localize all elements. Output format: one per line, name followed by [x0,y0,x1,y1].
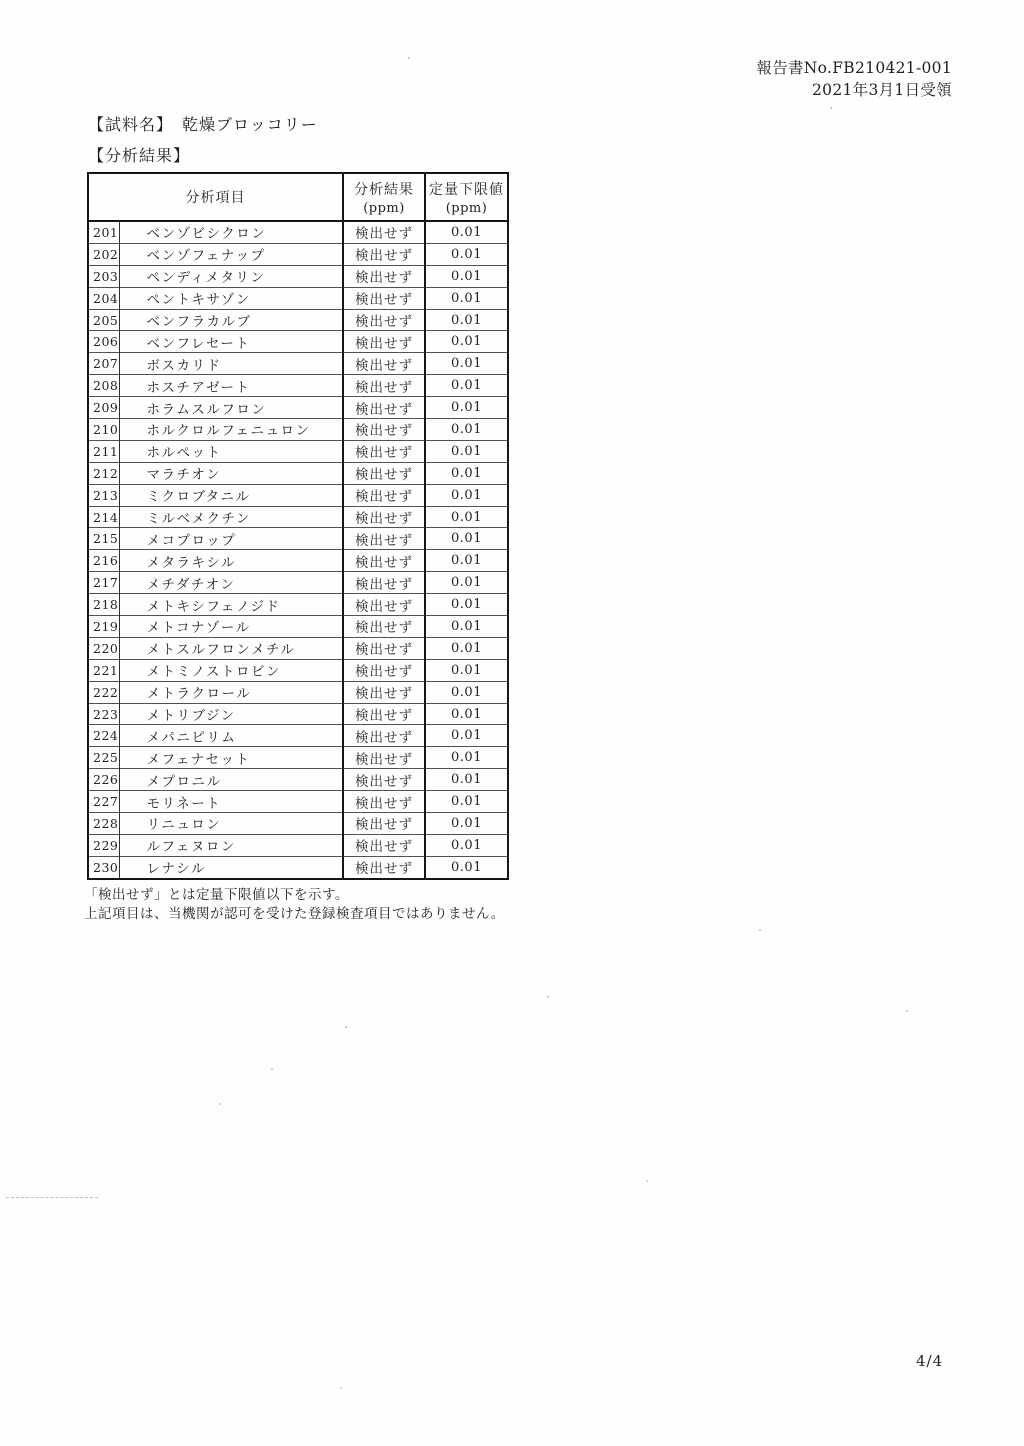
limit-value: 0.01 [425,725,508,747]
result-value: 検出せず [343,834,425,856]
item-name: ベンゾビシクロン [119,221,343,243]
item-name: ホルペット [119,440,343,462]
item-name: メトミノストロビン [119,659,343,681]
result-value: 検出せず [343,309,425,331]
table-row [88,462,508,484]
item-number: 229 [88,834,119,856]
table-row [88,594,508,616]
limit-value: 0.01 [425,572,508,594]
item-name: メプロニル [119,769,343,791]
footnotes [84,886,505,924]
result-value: 検出せず [343,681,425,703]
item-name: モリネート [119,791,343,813]
item-number: 222 [88,681,119,703]
limit-value: 0.01 [425,791,508,813]
item-number: 217 [88,572,119,594]
table-row [88,506,508,528]
result-value: 検出せず [343,440,425,462]
item-name: メチダチオン [119,572,343,594]
item-name: メトスルフロンメチル [119,637,343,659]
item-name: メトコナゾール [119,616,343,638]
result-value: 検出せず [343,484,425,506]
limit-value: 0.01 [425,265,508,287]
column-header-limit [425,173,508,221]
table-row [88,309,508,331]
result-value: 検出せず [343,616,425,638]
item-number: 207 [88,353,119,375]
result-value: 検出せず [343,506,425,528]
item-number: 225 [88,747,119,769]
item-number: 208 [88,375,119,397]
result-value: 検出せず [343,813,425,835]
item-name: メパニピリム [119,725,343,747]
column-header-item: 分析項目 [88,173,343,221]
item-number: 209 [88,397,119,419]
analysis-table-body [88,221,508,879]
limit-value: 0.01 [425,287,508,309]
item-number: 201 [88,221,119,243]
result-value: 検出せず [343,572,425,594]
item-number: 213 [88,484,119,506]
table-row [88,243,508,265]
column-header-result-label: 分析結果 [354,181,414,198]
table-row [88,287,508,309]
item-number: 223 [88,703,119,725]
result-value: 検出せず [343,331,425,353]
table-row [88,265,508,287]
result-value: 検出せず [343,243,425,265]
table-row [88,221,508,243]
result-value: 検出せず [343,528,425,550]
limit-value: 0.01 [425,440,508,462]
table-row [88,681,508,703]
table-row [88,331,508,353]
item-number: 206 [88,331,119,353]
item-number: 224 [88,725,119,747]
result-value: 検出せず [343,221,425,243]
result-value: 検出せず [343,747,425,769]
scan-artifact-specks [0,0,2,2]
footnote-line: 上記項目は、当機関が認可を受けた登録検査項目ではありません。 [84,905,505,922]
column-header-limit-unit: (ppm) [445,200,488,216]
column-header-limit-label: 定量下限値 [429,181,504,198]
limit-value: 0.01 [425,419,508,441]
item-number: 228 [88,813,119,835]
item-number: 218 [88,594,119,616]
column-header-result-unit: (ppm) [363,200,405,216]
limit-value: 0.01 [425,331,508,353]
limit-value: 0.01 [425,681,508,703]
table-row [88,484,508,506]
result-value: 検出せず [343,265,425,287]
table-row [88,834,508,856]
table-row [88,397,508,419]
limit-value: 0.01 [425,637,508,659]
item-name: ルフェヌロン [119,834,343,856]
item-name: リニュロン [119,813,343,835]
sample-name-line [88,112,318,135]
limit-value: 0.01 [425,550,508,572]
item-name: メタラキシル [119,550,343,572]
sample-name: 乾燥ブロッコリー [182,115,318,134]
limit-value: 0.01 [425,769,508,791]
item-name: ボスカリド [119,353,343,375]
report-number: 報告書No.FB210421-001 [756,59,952,77]
item-name: ペンディメタリン [119,265,343,287]
result-value: 検出せず [343,550,425,572]
result-value: 検出せず [343,462,425,484]
limit-value: 0.01 [425,353,508,375]
limit-value: 0.01 [425,703,508,725]
item-number: 205 [88,309,119,331]
item-name: ミルベメクチン [119,506,343,528]
table-row [88,725,508,747]
item-name: メトリブジン [119,703,343,725]
result-value: 検出せず [343,725,425,747]
result-value: 検出せず [343,594,425,616]
limit-value: 0.01 [425,594,508,616]
sample-label: 【試料名】 [88,115,174,134]
item-name: ホラムスルフロン [119,397,343,419]
table-row [88,353,508,375]
item-number: 210 [88,419,119,441]
table-row [88,572,508,594]
table-row [88,703,508,725]
table-row [88,637,508,659]
table-row [88,659,508,681]
item-name: ベンゾフェナップ [119,243,343,265]
limit-value: 0.01 [425,221,508,243]
limit-value: 0.01 [425,375,508,397]
result-value: 検出せず [343,287,425,309]
result-value: 検出せず [343,637,425,659]
table-row [88,769,508,791]
item-name: ホスチアゼート [119,375,343,397]
item-number: 202 [88,243,119,265]
item-name: メフェナセット [119,747,343,769]
limit-value: 0.01 [425,462,508,484]
item-number: 227 [88,791,119,813]
result-value: 検出せず [343,769,425,791]
report-meta [756,57,952,102]
item-name: メコプロップ [119,528,343,550]
item-number: 212 [88,462,119,484]
limit-value: 0.01 [425,856,508,878]
table-row [88,747,508,769]
table-row [88,856,508,878]
page-number: 4/4 [916,1352,944,1370]
item-number: 226 [88,769,119,791]
limit-value: 0.01 [425,616,508,638]
result-value: 検出せず [343,703,425,725]
analysis-table [87,172,509,880]
limit-value: 0.01 [425,528,508,550]
result-value: 検出せず [343,353,425,375]
table-row [88,528,508,550]
result-value: 検出せず [343,791,425,813]
limit-value: 0.01 [425,309,508,331]
item-name: ミクロブタニル [119,484,343,506]
table-row [88,419,508,441]
item-number: 230 [88,856,119,878]
item-number: 214 [88,506,119,528]
section-title: 【分析結果】 [88,146,191,165]
column-header-result [343,173,425,221]
item-name: メトラクロール [119,681,343,703]
limit-value: 0.01 [425,484,508,506]
item-name: ベンフラカルブ [119,309,343,331]
received-date: 2021年3月1日受領 [812,81,952,100]
result-value: 検出せず [343,856,425,878]
limit-value: 0.01 [425,397,508,419]
item-name: ペントキサゾン [119,287,343,309]
result-value: 検出せず [343,659,425,681]
item-number: 220 [88,637,119,659]
item-number: 215 [88,528,119,550]
item-name: マラチオン [119,462,343,484]
item-number: 221 [88,659,119,681]
result-value: 検出せず [343,419,425,441]
limit-value: 0.01 [425,506,508,528]
table-row [88,550,508,572]
item-name: レナシル [119,856,343,878]
item-number: 216 [88,550,119,572]
table-row [88,616,508,638]
item-name: ベンフレセート [119,331,343,353]
item-number: 219 [88,616,119,638]
limit-value: 0.01 [425,747,508,769]
limit-value: 0.01 [425,659,508,681]
item-number: 203 [88,265,119,287]
limit-value: 0.01 [425,834,508,856]
limit-value: 0.01 [425,243,508,265]
footnote-line: 「検出せず」とは定量下限値以下を示す。 [84,887,349,903]
table-row [88,813,508,835]
table-header-row [88,173,508,221]
item-number: 204 [88,287,119,309]
result-value: 検出せず [343,397,425,419]
limit-value: 0.01 [425,813,508,835]
table-row [88,791,508,813]
result-value: 検出せず [343,375,425,397]
item-number: 211 [88,440,119,462]
scan-artifact-dashes [6,1197,98,1198]
table-row [88,375,508,397]
item-name: メトキシフェノジド [119,594,343,616]
item-name: ホルクロルフェニュロン [119,419,343,441]
table-row [88,440,508,462]
